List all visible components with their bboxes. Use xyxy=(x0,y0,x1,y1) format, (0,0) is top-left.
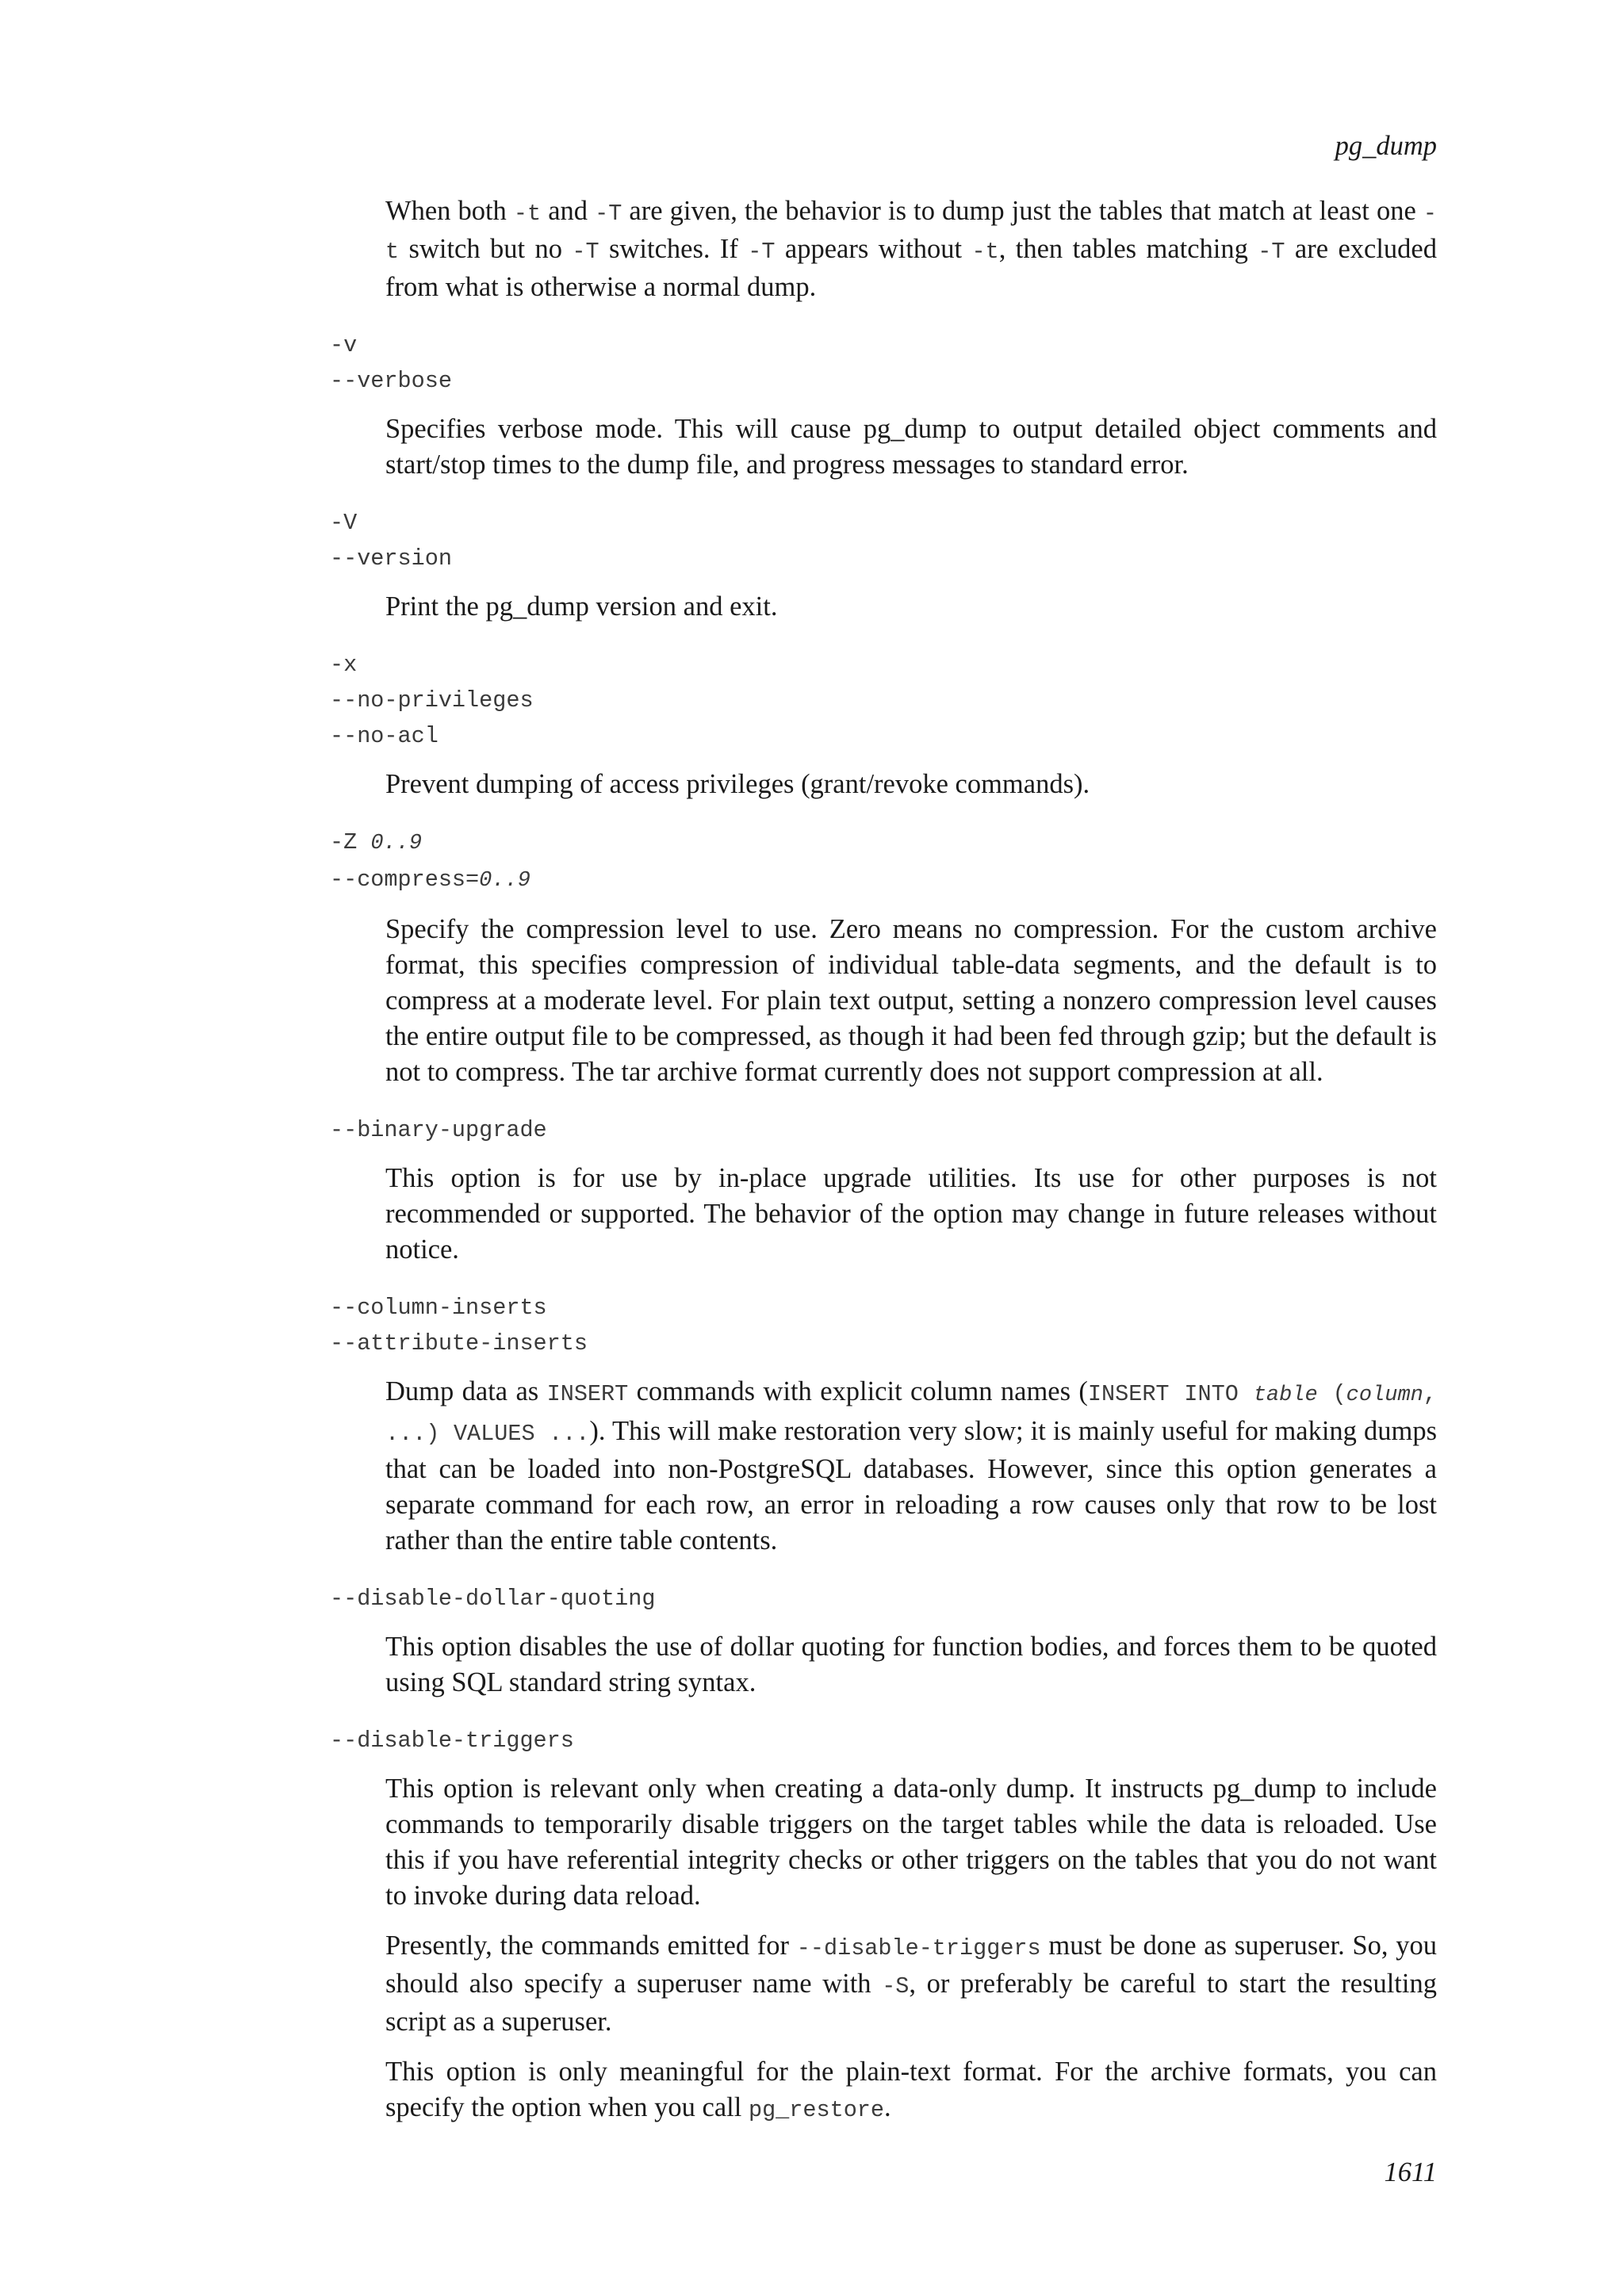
page-number: 1611 xyxy=(1384,2157,1437,2187)
option-term: --attribute-inserts xyxy=(330,1330,588,1357)
page-body xyxy=(330,193,1437,2142)
option-disable-triggers xyxy=(330,1723,1437,1758)
option-description: Specifies verbose mode. This will cause pg_dump to output detailed object comments and start/stop times to the dump file, and progress messages to standard error. xyxy=(385,414,1437,480)
option-term: --disable-dollar-quoting xyxy=(330,1586,656,1612)
option-term: -x xyxy=(330,652,358,678)
option-disable-dollar-quoting xyxy=(330,1581,1437,1617)
option-term: -v xyxy=(330,332,358,358)
option-term: --version xyxy=(330,545,452,572)
option-compress xyxy=(330,825,1437,899)
option-term: --no-privileges xyxy=(330,687,534,714)
paragraph-table-switches: When both -t and -T are given, the behavior is to dump just the tables that match at least one -t switch but no -T switches. If -T appears without -t, then tables matching -T are excluded from what is otherwise a normal dump. xyxy=(385,196,1437,302)
running-header: pg_dump xyxy=(1335,131,1437,161)
option-term: -V xyxy=(330,510,358,536)
option-verbose xyxy=(330,327,1437,399)
option-term: --column-inserts xyxy=(330,1295,547,1321)
option-description: Print the pg_dump version and exit. xyxy=(385,591,778,622)
option-term: --no-acl xyxy=(330,723,439,749)
option-description: Specify the compression level to use. Zero means no compression. For the custom archive format, this specifies compression of individual table-data segments, and the default is to compress at a moderate level. For plain text output, setting a nonzero compression level causes the entire output file to be compressed, as though it had been fed through gzip; but the default is not to compress. The tar archive format currently does not support compression at all. xyxy=(385,914,1437,1087)
option-term: --compress=0..9 xyxy=(330,867,530,893)
option-description: This option is only meaningful for the plain-text format. For the archive formats, you can specify the option when you call pg_restore. xyxy=(385,2057,1437,2123)
option-term: --verbose xyxy=(330,368,452,394)
option-description: Prevent dumping of access privileges (grant/revoke commands). xyxy=(385,769,1090,799)
option-term: --disable-triggers xyxy=(330,1728,574,1754)
option-binary-upgrade xyxy=(330,1112,1437,1148)
option-description: This option is for use by in-place upgrade utilities. Its use for other purposes is not recommended or supported. The behavior of the option may change in future releases without notice. xyxy=(385,1163,1437,1265)
option-description: This option is relevant only when creating a data-only dump. It instructs pg_dump to include commands to temporarily disable triggers on the target tables while the data is reloaded. Use this if you have referential integrity checks or other triggers on the tables that you do not want to invoke during data reload. xyxy=(385,1774,1437,1911)
option-description: Presently, the commands emitted for --disable-triggers must be done as superuser. So, you should also specify a superuser name with -S, or preferably be careful to start the resulting script as a superuser. xyxy=(385,1931,1437,2037)
option-term: --binary-upgrade xyxy=(330,1117,547,1143)
option-description: Dump data as INSERT commands with explicit column names (INSERT INTO table (column, ...) VALUES ...). This will make restoration very slow; it is mainly useful for making dumps that can be loaded into non-PostgreSQL databases. However, since this option generates a separate command for each row, an error in reloading a row causes only that row to be lost rather than the entire table contents. xyxy=(385,1376,1438,1556)
option-description: This option disables the use of dollar quoting for function bodies, and forces them to be quoted using SQL standard string syntax. xyxy=(385,1632,1437,1697)
option-term: -Z 0..9 xyxy=(330,829,423,855)
option-column-inserts xyxy=(330,1290,1437,1361)
option-no-privileges xyxy=(330,647,1437,754)
option-version xyxy=(330,505,1437,576)
